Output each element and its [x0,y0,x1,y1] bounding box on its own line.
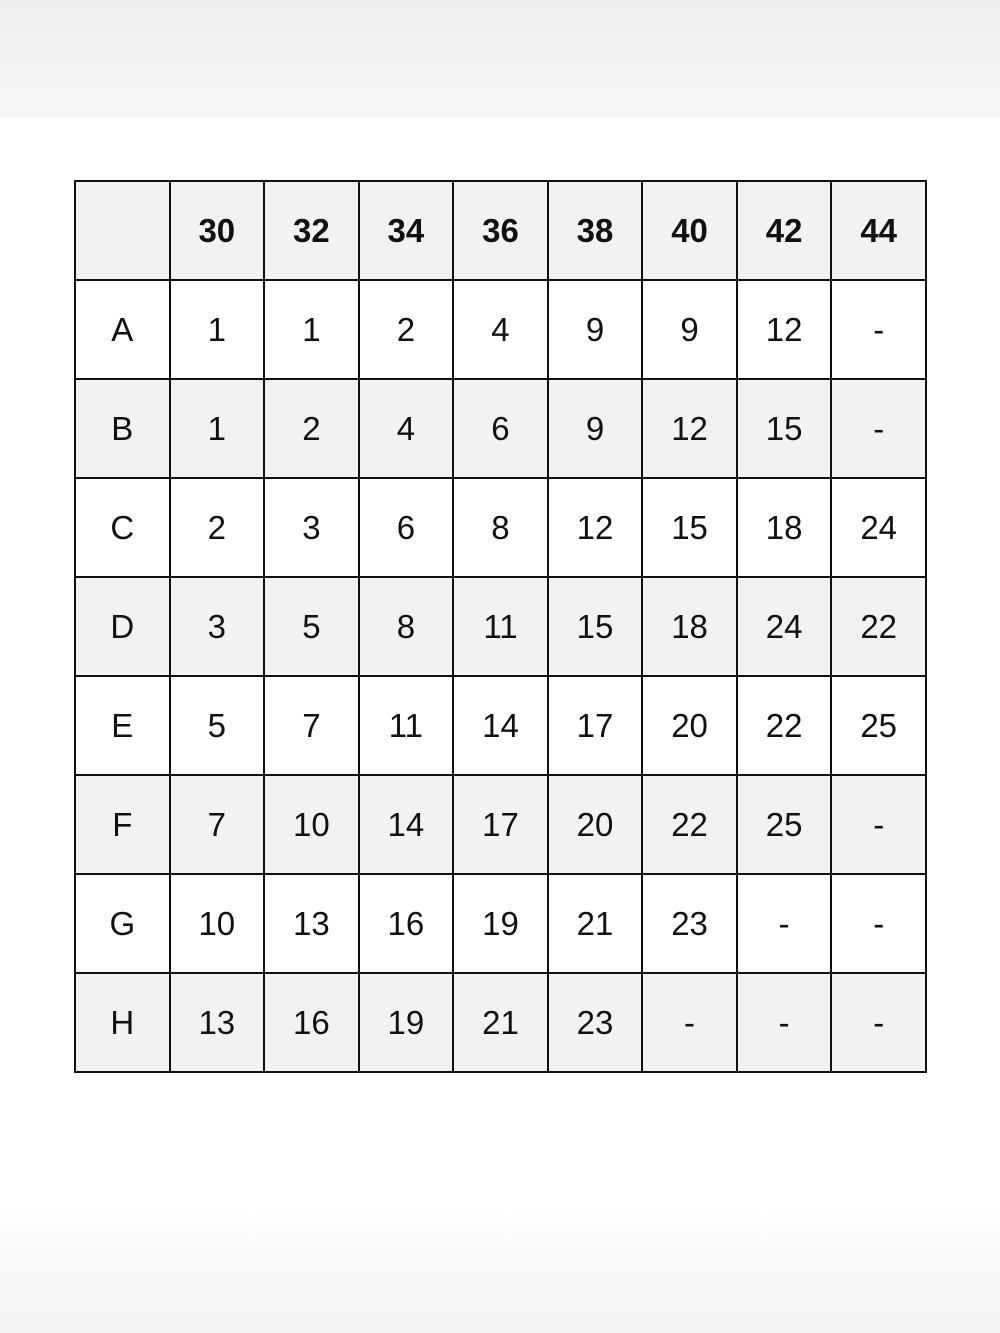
table-cell: 2 [264,379,359,478]
table-cell: 10 [170,874,265,973]
table-cell: - [737,874,832,973]
table-cell: 15 [548,577,643,676]
table-cell: 3 [170,577,265,676]
table-cell: 3 [264,478,359,577]
table-cell: 7 [264,676,359,775]
column-header: 44 [831,181,926,280]
table-cell: 19 [359,973,454,1072]
table-cell: - [831,379,926,478]
table-row [75,775,926,874]
table-cell: 18 [737,478,832,577]
table-cell: 12 [737,280,832,379]
table-cell: 25 [737,775,832,874]
row-label: A [75,280,170,379]
table-cell: 7 [170,775,265,874]
table-row [75,577,926,676]
column-header: 36 [453,181,548,280]
row-label: F [75,775,170,874]
table-cell: 17 [548,676,643,775]
table-cell: 15 [737,379,832,478]
table-cell: 11 [453,577,548,676]
table-cell: - [642,973,737,1072]
table-cell: - [831,973,926,1072]
table-cell: 8 [359,577,454,676]
table-cell: 17 [453,775,548,874]
table-cell: - [831,280,926,379]
column-header: 40 [642,181,737,280]
table-cell: 4 [359,379,454,478]
table-cell: 21 [548,874,643,973]
table-cell: 21 [453,973,548,1072]
table-cell: 14 [359,775,454,874]
row-label: G [75,874,170,973]
header-row [75,181,926,280]
table-cell: 9 [548,280,643,379]
corner-cell [75,181,170,280]
table-cell: 2 [170,478,265,577]
column-header: 38 [548,181,643,280]
column-header: 30 [170,181,265,280]
table-cell: 23 [548,973,643,1072]
table-cell: 12 [642,379,737,478]
table-cell: 25 [831,676,926,775]
table-cell: 22 [737,676,832,775]
table-cell: 1 [170,379,265,478]
table-cell: 6 [453,379,548,478]
table-cell: 1 [170,280,265,379]
table-row [75,973,926,1072]
table-cell: 20 [548,775,643,874]
row-label: H [75,973,170,1072]
column-header: 34 [359,181,454,280]
table-row [75,676,926,775]
table-cell: 12 [548,478,643,577]
table-cell: 6 [359,478,454,577]
table-cell: 11 [359,676,454,775]
row-label: E [75,676,170,775]
table-cell: 4 [453,280,548,379]
table-cell: 18 [642,577,737,676]
size-chart-table [74,180,927,1073]
table-cell: 24 [737,577,832,676]
top-background-band [0,0,1000,118]
table-row [75,379,926,478]
table-cell: 8 [453,478,548,577]
table-row [75,280,926,379]
table-cell: 24 [831,478,926,577]
table-cell: 19 [453,874,548,973]
table-cell: - [831,775,926,874]
table-cell: 9 [548,379,643,478]
table-row [75,874,926,973]
table-cell: 13 [170,973,265,1072]
column-header: 32 [264,181,359,280]
row-label: C [75,478,170,577]
table-cell: 16 [359,874,454,973]
table-cell: 13 [264,874,359,973]
table-cell: 16 [264,973,359,1072]
bottom-background-band [0,1212,1000,1333]
column-header: 42 [737,181,832,280]
table-cell: 14 [453,676,548,775]
table-cell: - [737,973,832,1072]
table-cell: 23 [642,874,737,973]
table-cell: 5 [264,577,359,676]
row-label: D [75,577,170,676]
table-cell: 2 [359,280,454,379]
table-cell: 9 [642,280,737,379]
table-cell: 1 [264,280,359,379]
table-cell: 20 [642,676,737,775]
table-cell: 22 [642,775,737,874]
table-cell: 15 [642,478,737,577]
table-cell: - [831,874,926,973]
table-cell: 10 [264,775,359,874]
table-cell: 22 [831,577,926,676]
row-label: B [75,379,170,478]
table-row [75,478,926,577]
table-cell: 5 [170,676,265,775]
